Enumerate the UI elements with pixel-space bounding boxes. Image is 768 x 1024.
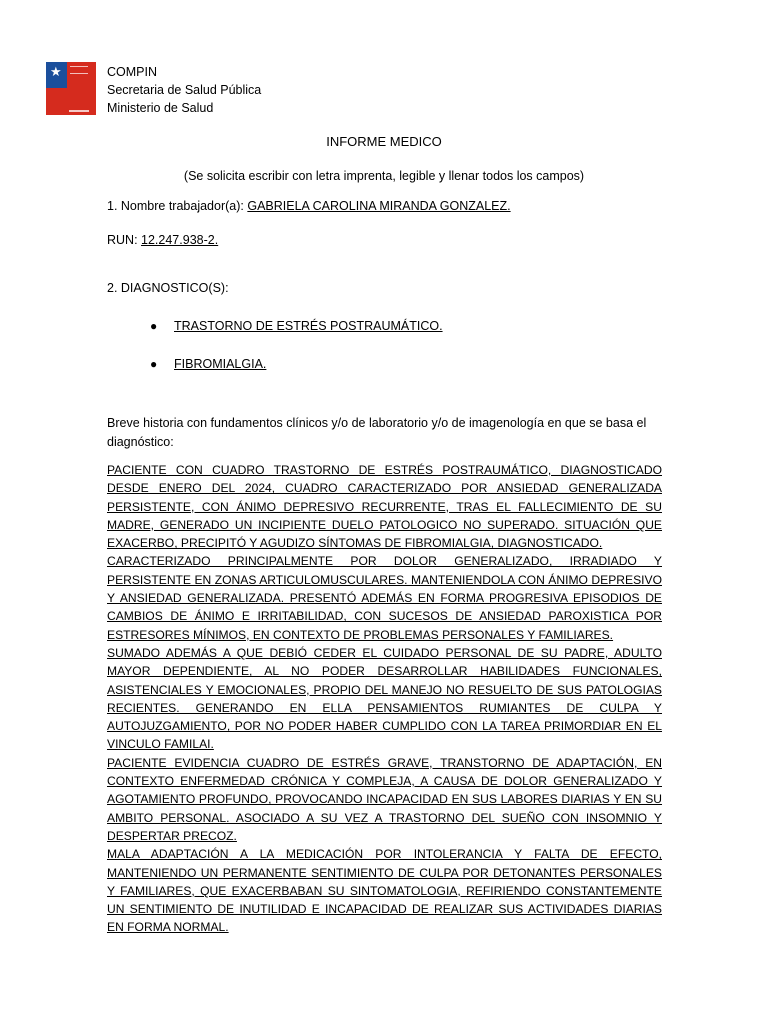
worker-name-value: GABRIELA CAROLINA MIRANDA GONZALEZ.	[247, 199, 511, 213]
run-value: 12.247.938-2.	[141, 233, 219, 247]
organization-header	[107, 63, 261, 117]
diagnosis-item	[150, 319, 443, 333]
history-paragraph: CARACTERIZADO PRINCIPALMENTE POR DOLOR GENERALIZADO, IRRADIADO Y PERSISTENTE EN ZONAS ARTICULOMUSCULARES. MANTENIENDOLA CON ÁNIMO DEPRESIVO Y ANSIEDAD GENERALIZADA. PRESENTÓ ADEMÁS EN FORMA PROGRESIVA EPISODIOS DE CAMBIOS DE ÁNIMO E IRRITABILIDAD, CON SUCESOS DE ANSIEDAD PAROXISTICA POR ESTRESORES MÍNIMOS, EN CONTEXTO DE PROBLEMAS PERSONALES Y FAMILIARES.	[107, 554, 662, 642]
bullet-dot-icon: ●	[150, 357, 158, 371]
org-secretaria: Secretaria de Salud Pública	[107, 83, 262, 97]
diagnosis-item-text: TRASTORNO DE ESTRÉS POSTRAUMÁTICO.	[174, 319, 443, 333]
history-paragraph: SUMADO ADEMÁS A QUE DEBIÓ CEDER EL CUIDADO PERSONAL DE SU PADRE, ADULTO MAYOR DEPENDIENTE, AL NO PODER DESARROLLAR HABILIDADES FUNCIONALES, ASISTENCIALES Y EMOCIONALES, PROPIO DEL MANEJO NO RESUELTO DE SUS PATOLOGIAS RECIENTES. GENERANDO EN ELLA PENSAMIENTOS RUMIANTES DE CULPA Y AUTOJUZGAMIENTO, POR NO PODER HABER CUMPLIDO CON LA TAREA PRIMORDIAR EN EL VINCULO FAMILAI.	[107, 645, 662, 752]
document-title: INFORME MEDICO	[326, 134, 442, 149]
history-paragraph: PACIENTE EVIDENCIA CUADRO DE ESTRÉS GRAVE, TRANSTORNO DE ADAPTACIÓN, EN CONTEXTO ENFERMEDAD CRÓNICA Y COMPLEJA, A CAUSA DE DOLOR GENERALIZADO Y AGOTAMIENTO PROFUNDO, PROVOCANDO INCAPACIDAD EN SUS LABORES DIARIAS Y EN SU AMBITO PERSONAL. ASOCIADO A SU VEZ A TRASTORNO DEL SUEÑO CON INSOMNIO Y DESPERTAR PRECOZ.	[107, 755, 662, 843]
diagnosis-item	[150, 357, 266, 371]
bullet-dot-icon: ●	[150, 319, 158, 333]
history-paragraph: PACIENTE CON CUADRO TRASTORNO DE ESTRÉS POSTRAUMÁTICO, DIAGNOSTICADO DESDE ENERO DEL 2024, CUADRO CARACTERIZADO POR ANSIEDAD GENERALIZADA PERSISTENTE, CON ÁNIMO DEPRESIVO RECURRENTE, TRAS EL FALLECIMIENTO DE SU MADRE, GENERADO UN INCIPIENTE DUELO PATOLOGICO NO SUPERADO. SITUACIÓN QUE EXACERBO, PRECIPITÓ Y AGUDIZO SÍNTOMAS DE FIBROMIALGIA, DIAGNOSTICADO.	[107, 463, 662, 551]
diagnosis-item-text: FIBROMIALGIA.	[174, 357, 267, 371]
worker-name-label: 1. Nombre trabajador(a):	[107, 199, 248, 213]
diagnosis-label: 2. DIAGNOSTICO(S):	[107, 281, 229, 295]
clinical-history	[107, 461, 662, 937]
run-row	[107, 233, 218, 247]
worker-name-row	[107, 199, 511, 213]
document-instructions: (Se solicita escribir con letra imprenta, legible y llenar todos los campos)	[183, 169, 585, 183]
history-paragraph: MALA ADAPTACIÓN A LA MEDICACIÓN POR INTOLERANCIA Y FALTA DE EFECTO, MANTENIENDO UN PERMANENTE SENTIMIENTO DE CULPA POR DETONANTES PERSONALES Y FAMILIARES, QUE EXACERBABAN SU SINTOMATOLOGIA, REFIRIENDO CONSTANTEMENTE UN SENTIMIENTO DE INUTILIDAD E INCAPACIDAD DE REALIZAR SUS ACTIVIDADES DIARIAS EN FORMA NORMAL.	[107, 847, 662, 935]
gobierno-logo-icon: ★	[46, 62, 96, 115]
org-name: COMPIN	[107, 65, 157, 79]
run-label: RUN:	[107, 233, 142, 247]
org-ministerio: Ministerio de Salud	[107, 101, 214, 115]
history-intro: Breve historia con fundamentos clínicos y/o de laboratorio y/o de imagenología en que se basa el diagnóstico:	[107, 416, 647, 449]
